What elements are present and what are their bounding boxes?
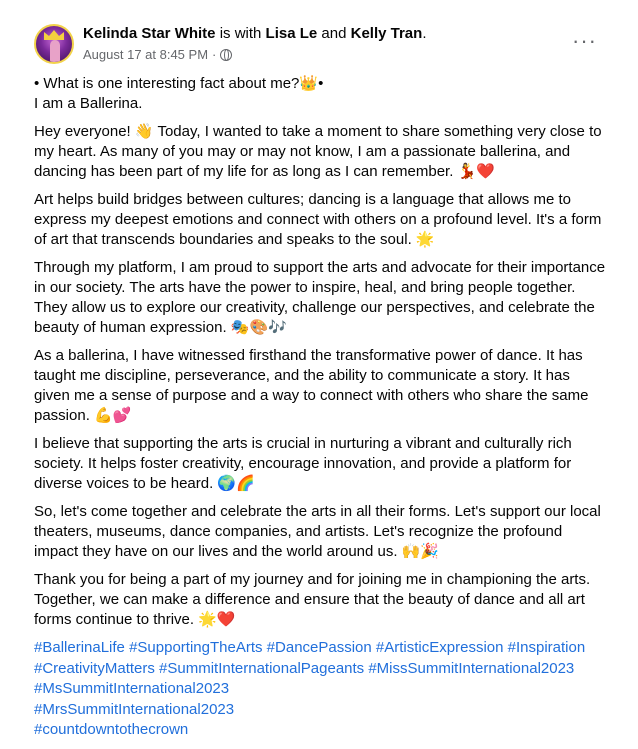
hashtag-link[interactable]: #CreativityMatters xyxy=(34,659,155,677)
author-avatar[interactable] xyxy=(34,24,74,64)
post-paragraph-6: I believe that supporting the arts is crucial in nurturing a vibrant and culturally rich society. It helps foster creativity, encourage innovation, and provide a platform for diverse voices to be heard. 🌍🌈 xyxy=(34,435,572,492)
hashtag-link[interactable]: #Inspiration xyxy=(507,639,586,656)
author-name[interactable]: Kelinda Star White xyxy=(83,25,216,42)
post-paragraph-3: Art helps build bridges between cultures; dancing is a language that allows me to express my deepest emotions and connect with others on a profound level. It's a form of art that transcends boundaries and speaks to the soul. 🌟 xyxy=(34,191,602,248)
crown-graphic xyxy=(44,30,64,40)
hashtag-link[interactable]: #MrsSummitInternational2023 xyxy=(34,700,235,718)
hashtag-link[interactable]: #BallerinaLife xyxy=(34,639,125,656)
globe-icon[interactable] xyxy=(220,49,232,61)
meta-separator: · xyxy=(212,47,217,62)
post-meta xyxy=(83,47,232,62)
hashtag-link[interactable]: #DancePassion xyxy=(266,639,372,656)
hashtag-list xyxy=(34,638,608,741)
post-paragraph-2: Hey everyone! 👋 Today, I wanted to take a moment to share something very close to my heart. As many of you may or may not know, I am a passionate ballerina, and dancing has been part of my life for as long as I can remember. 💃❤️ xyxy=(34,123,602,180)
hashtag-link[interactable]: #countdowntothecrown xyxy=(34,721,189,738)
post-paragraph-1: • What is one interesting fact about me?👑• I am a Ballerina. xyxy=(34,75,324,112)
hashtag-link[interactable]: #SupportingTheArts xyxy=(129,639,263,656)
with-text: is with xyxy=(215,25,266,42)
hashtag-link[interactable]: #MissSummitInternational2023 xyxy=(368,659,575,677)
and-text: and xyxy=(317,25,351,42)
post-paragraph-5: As a ballerina, I have witnessed firsthand the transformative power of dance. It has taught me discipline, perseverance, and the ability to communicate a story. It has given me a sense of purpose and a way to connect with others who share the same passion. 💪💕 xyxy=(34,347,589,424)
hashtag-link[interactable]: #MsSummitInternational2023 xyxy=(34,680,230,697)
hashtag-link[interactable]: #ArtisticExpression xyxy=(375,639,504,656)
post-header xyxy=(34,24,594,66)
tagged-user-2[interactable]: Kelly Tran xyxy=(350,25,423,42)
author-line xyxy=(83,25,426,42)
hashtag-link[interactable]: #SummitInternationalPageants xyxy=(159,659,365,677)
post-timestamp[interactable]: August 17 at 8:45 PM xyxy=(83,47,209,62)
post-paragraph-4: Through my platform, I am proud to support the arts and advocate for their importance in our society. The arts have the power to inspire, heal, and bring people together. They allow us to explore our creativity, challenge our perspectives, and celebrate the beauty of human expression. 🎭🎨🎶 xyxy=(34,259,606,336)
more-options-icon[interactable]: ··· xyxy=(572,28,597,53)
post-paragraph-8: Thank you for being a part of my journey and for joining me in championing the arts. Together, we can make a difference and ensure that the beauty of dance and all art forms continue to thrive. 🌟❤️ xyxy=(34,571,591,628)
tagged-user-1[interactable]: Lisa Le xyxy=(265,25,318,42)
post-paragraph-7: So, let's come together and celebrate the arts in all their forms. Let's support our local theaters, museums, dance companies, and artists. Let's recognize the profound impact they have on our lives and the world around us. 🙌🎉 xyxy=(34,503,601,560)
ballerina-figure xyxy=(50,40,60,62)
post-body xyxy=(34,74,608,741)
period-text: . xyxy=(422,25,427,42)
